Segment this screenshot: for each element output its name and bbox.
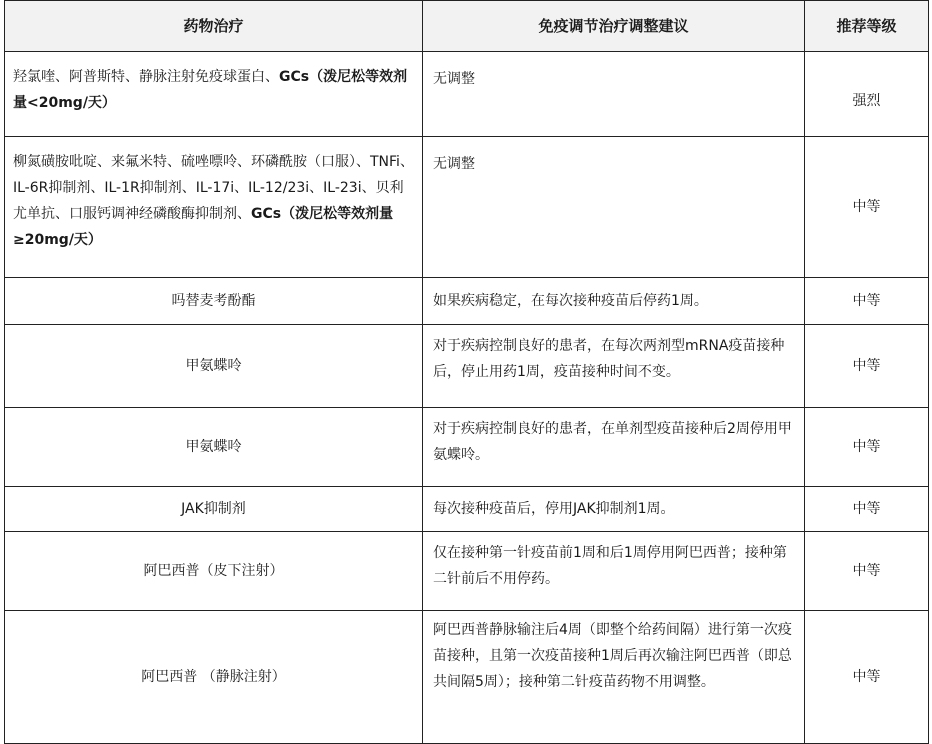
adjust-cell: 对于疾病控制良好的患者，在每次两剂型mRNA疫苗接种后，停止用药1周，疫苗接种时间不变。: [423, 325, 805, 408]
grade-cell: 中等: [805, 611, 929, 744]
header-adjust: 免疫调节治疗调整建议: [423, 1, 805, 52]
grade-cell: 中等: [805, 532, 929, 611]
drug-text: 羟氯喹、阿普斯特、静脉注射免疫球蛋白、: [13, 69, 279, 85]
table-row: [5, 611, 929, 744]
table-row: [5, 278, 929, 325]
table-row: [5, 408, 929, 487]
drug-cell: [5, 137, 423, 278]
adjust-cell: 仅在接种第一针疫苗前1周和后1周停用阿巴西普；接种第二针前后不用停药。: [423, 532, 805, 611]
adjust-cell: 对于疾病控制良好的患者，在单剂型疫苗接种后2周停用甲氨蝶呤。: [423, 408, 805, 487]
drug-text-bold: GCs（泼尼松等效剂量<20mg/天）: [13, 69, 408, 111]
adjust-cell: 无调整: [423, 137, 805, 278]
header-grade: 推荐等级: [805, 1, 929, 52]
drug-cell: 阿巴西普 （静脉注射）: [5, 611, 423, 744]
grade-cell: 中等: [805, 325, 929, 408]
adjust-cell: 每次接种疫苗后，停用JAK抑制剂1周。: [423, 487, 805, 532]
grade-cell: 中等: [805, 137, 929, 278]
table-row: [5, 52, 929, 137]
grade-cell: 中等: [805, 278, 929, 325]
grade-cell: 中等: [805, 487, 929, 532]
grade-cell: 中等: [805, 408, 929, 487]
drug-cell: 甲氨蝶呤: [5, 325, 423, 408]
grade-cell: 强烈: [805, 52, 929, 137]
adjust-cell: 阿巴西普静脉输注后4周（即整个给药间隔）进行第一次疫苗接种，且第一次疫苗接种1周后再次输注阿巴西普（即总共间隔5周）；接种第二针疫苗药物不用调整。: [423, 611, 805, 744]
drug-cell: 吗替麦考酚酯: [5, 278, 423, 325]
table-row: [5, 532, 929, 611]
header-drug: 药物治疗: [5, 1, 423, 52]
drug-cell: 甲氨蝶呤: [5, 408, 423, 487]
drug-cell: 阿巴西普（皮下注射）: [5, 532, 423, 611]
vaccine-adjustment-table: [4, 0, 929, 744]
adjust-cell: 无调整: [423, 52, 805, 137]
drug-text: 柳氮磺胺吡啶、来氟米特、硫唑嘌呤、环磷酰胺（口服）、TNFi、IL-6R抑制剂、IL-1R抑制剂、IL-17i、IL-12/23i、IL-23i、贝利尤单抗、口服钙调神经磷酸酶抑制剂、: [13, 154, 414, 222]
drug-cell: [5, 52, 423, 137]
drug-text-bold: GCs（泼尼松等效剂量≥20mg/天）: [13, 206, 394, 248]
table-row: [5, 487, 929, 532]
header-row: [5, 1, 929, 52]
table-row: [5, 137, 929, 278]
drug-cell: JAK抑制剂: [5, 487, 423, 532]
adjust-cell: 如果疾病稳定，在每次接种疫苗后停药1周。: [423, 278, 805, 325]
table-row: [5, 325, 929, 408]
